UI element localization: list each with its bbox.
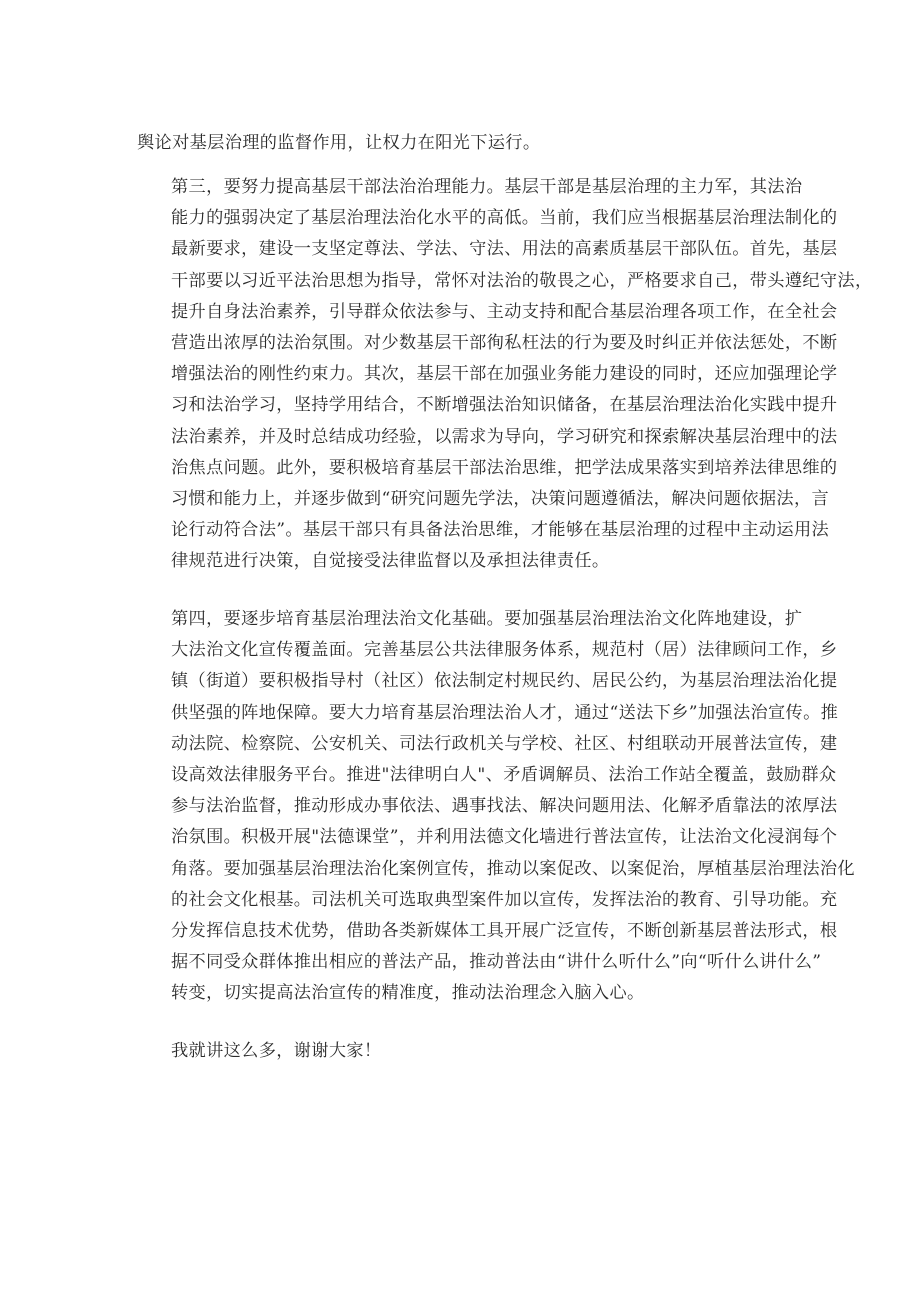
text-line: 干部要以习近平法治思想为指导，常怀对法治的敬畏之心，严格要求自己，带头遵纪守法， [171, 270, 873, 291]
text-line: 供坚强的阵地保障。要大力培育基层治理法治人才，通过“送法下乡”加强法治宣传。推 [171, 702, 839, 723]
text-line: 舆论对基层治理的监督作用，让权力在阳光下运行。 [137, 133, 541, 153]
text-line: 转变，切实提高法治宣传的精准度，推动法治理念入脑入心。 [171, 983, 645, 1004]
text-line: 设高效法律服务平台。推进"法律明白人"、矛盾调解员、法治工作站全覆盖，鼓励群众 [171, 765, 837, 786]
paragraph-third-point [137, 172, 873, 578]
text-line: 的社会文化根基。司法机关可选取典型案件加以宣传，发挥法治的教育、引导功能。充 [171, 889, 838, 910]
text-line: 角落。要加强基层治理法治化案例宣传，推动以案促改、以案促治，厚植基层治理法治化 [171, 858, 855, 879]
text-line: 参与法治监督，推动形成办事依法、遇事找法、解决问题用法、化解矛盾靠法的浓厚法 [171, 796, 838, 817]
text-line: 营造出浓厚的法治氛围。对少数基层干部徇私枉法的行为要及时纠正并依法惩处，不断 [171, 333, 838, 354]
text-line: 据不同受众群体推出相应的普法产品，推动普法由“讲什么听什么”向“听什么讲什么” [171, 952, 822, 973]
text-line: 分发挥信息技术优势，借助各类新媒体工具开展广泛宣传，不断创新基层普法形式，根 [171, 921, 838, 942]
text-line: 第三，要努力提高基层干部法治治理能力。基层干部是基层治理的主力军，其法治 [171, 177, 803, 197]
text-line: 治氛围。积极开展"法德课堂”，并利用法德文化墙进行普法宣传，让法治文化浸润每个 [171, 827, 838, 848]
text-line: 动法院、检察院、公安机关、司法行政机关与学校、社区、村组联动开展普法宣传，建 [171, 733, 838, 754]
text-line: 法治素养，并及时总结成功经验，以需求为导向，学习研究和探索解决基层治理中的法 [171, 426, 838, 447]
text-line: 习惯和能力上，并逐步做到“研究问题先学法，决策问题遵循法，解决问题依据法，言 [171, 489, 830, 510]
text-line: 大法治文化宣传覆盖面。完善基层公共法律服务体系，规范村（居）法律顾问工作，乡 [171, 640, 838, 661]
text-line: 治焦点问题。此外，要积极培育基层干部法治思维，把学法成果落实到培养法律思维的 [171, 457, 838, 478]
text-line: 论行动符合法”。基层干部只有具备法治思维，才能够在基层治理的过程中主动运用法 [171, 520, 830, 541]
paragraph-fourth-point [137, 604, 855, 1010]
text-line: 律规范进行决策，自觉接受法律监督以及承担法律责任。 [171, 551, 610, 572]
text-line: 镇（街道）要积极指导村（社区）依法制定村规民约、居民公约，为基层治理法治化提 [171, 671, 838, 692]
paragraph-closing [137, 1036, 787, 1067]
text-line: 习和法治学习，坚持学用结合，不断增强法治知识储备，在基层治理法治化实践中提升 [171, 395, 838, 416]
text-line: 最新要求，建设一支坚定尊法、学法、守法、用法的高素质基层干部队伍。首先，基层 [171, 239, 838, 260]
text-line: 能力的强弱决定了基层治理法治化水平的高低。当前，我们应当根据基层治理法制化的 [171, 208, 838, 229]
text-line: 第四，要逐步培育基层治理法治文化基础。要加强基层治理法治文化阵地建设，扩 [171, 609, 803, 629]
text-line: 我就讲这么多，谢谢大家！ [171, 1041, 382, 1061]
paragraph-continuation [137, 128, 787, 159]
text-line: 增强法治的刚性约束力。其次，基层干部在加强业务能力建设的同时，还应加强理论学 [171, 364, 838, 385]
text-line: 提升自身法治素养，引导群众依法参与、主动支持和配合基层治理各项工作，在全社会 [171, 301, 838, 322]
